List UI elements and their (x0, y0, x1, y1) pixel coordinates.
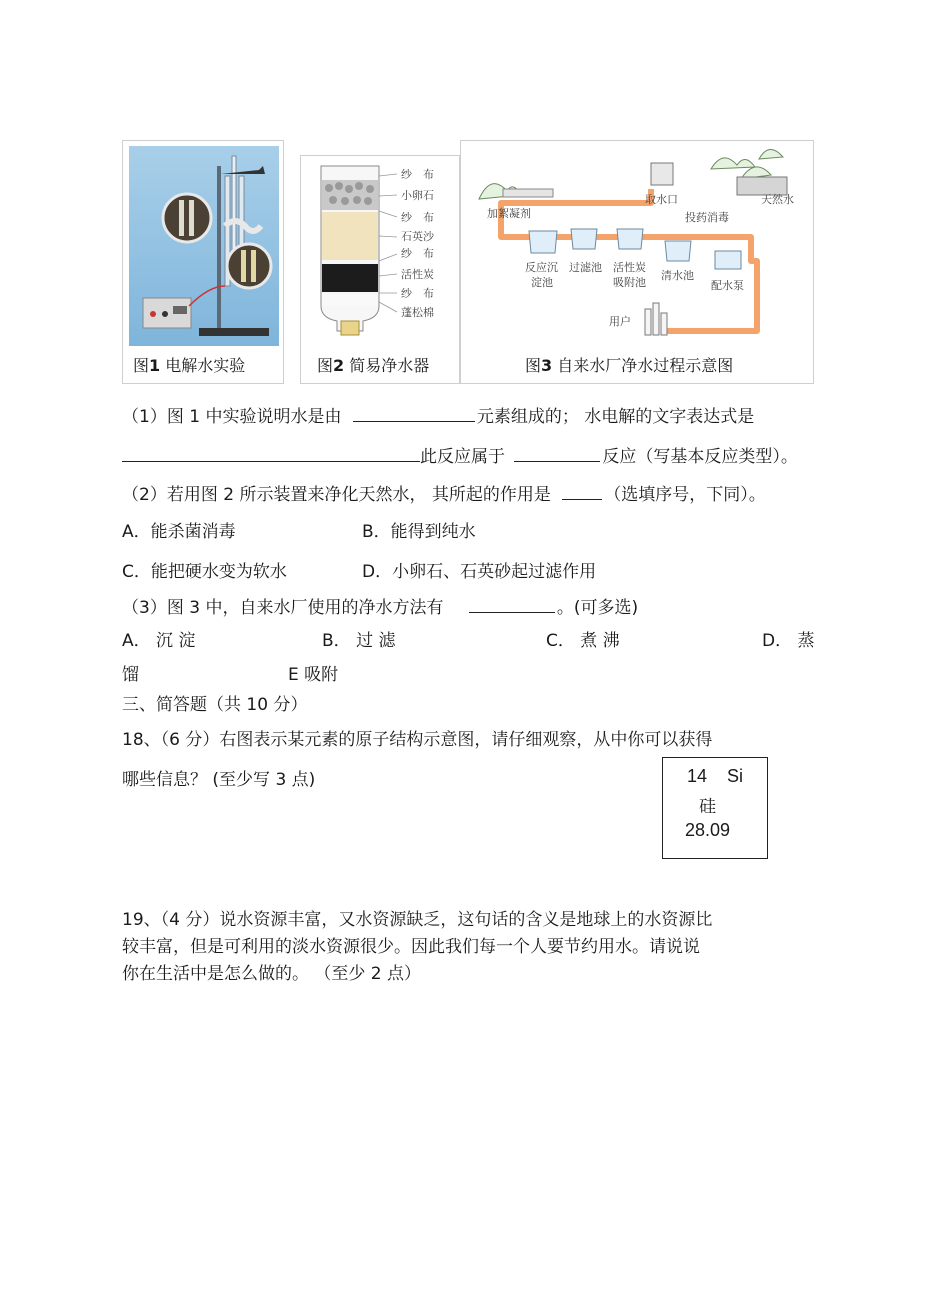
element-card (662, 757, 768, 859)
layer-label: 小卵石 (401, 189, 434, 202)
q2-option-c: C．能把硬水变为软水 (122, 562, 287, 582)
q1-answer-blank-expression[interactable] (122, 445, 420, 462)
q2-option-b: B．能得到纯水 (362, 522, 476, 542)
q1-answer-blank-elements[interactable] (353, 405, 475, 422)
water-filter-diagram (301, 156, 459, 346)
q3-option-a: A． 沉 淀 (122, 631, 196, 651)
q19-line-1: 19、（4 分）说水资源丰富，又水资源缺乏，这句话的含义是地球上的水资源比 (122, 910, 713, 930)
q3-option-d: D． 蒸 (762, 631, 815, 651)
figure-2-caption: 图2 简易净水器 (317, 356, 430, 375)
q3-option-b: B． 过 滤 (322, 631, 396, 651)
q2-option-d: D．小卵石、石英砂起过滤作用 (362, 562, 597, 582)
q19-line-2: 较丰富，但是可利用的淡水资源很少。因此我们每一个人要节约用水。请说说 (122, 937, 700, 957)
element-symbol: Si (727, 766, 744, 786)
atomic-number: 14 (687, 766, 708, 786)
q2-stem: （2）若用图 2 所示装置来净化天然水， 其所起的作用是 （选填序号，下同）。 (122, 485, 766, 505)
figure-1-caption: 图1 电解水实验 (133, 356, 246, 375)
figure-3-caption: 图3 自来水厂净水过程示意图 (525, 356, 734, 375)
q18-line-2: 哪些信息？ (至少写 3 点) (122, 770, 316, 790)
q3-option-d-continued: 馏 (122, 665, 139, 685)
q3-stem: （3）图 3 中，自来水厂使用的净水方法有 。(可多选) (122, 598, 639, 618)
clear-tank-label: 清水池 (661, 269, 694, 282)
disinfect-label: 投药消毒 (685, 211, 729, 224)
layer-label: 纱 布 (401, 168, 434, 181)
layer-label: 纱 布 (401, 247, 434, 260)
user-label: 用户 (609, 315, 631, 328)
pump-label: 配水泵 (711, 279, 744, 292)
q3-option-e: E 吸附 (288, 665, 339, 685)
q1-line-1: （1）图 1 中实验说明水是由 元素组成的； 水电解的文字表达式是 (122, 407, 755, 427)
natural-water-label: 天然水 (761, 193, 794, 206)
atomic-mass: 28.09 (685, 820, 731, 840)
q18-line-1: 18、（6 分）右图表示某元素的原子结构示意图，请仔细观察，从中你可以获得 (122, 730, 713, 750)
q3-answer-blank[interactable] (469, 596, 555, 613)
coagulant-label: 加絮凝剂 (487, 207, 531, 220)
q2-option-a: A．能杀菌消毒 (122, 522, 236, 542)
reaction-tank-label: 反应沉 (525, 261, 558, 274)
layer-label: 活性炭 (401, 268, 434, 281)
q19-line-3: 你在生活中是怎么做的。 （至少 2 点） (122, 964, 422, 984)
filter-tank-label: 过滤池 (569, 261, 602, 274)
section-heading: 三、简答题（共 10 分） (122, 695, 308, 715)
figure-3-panel (460, 140, 814, 384)
layer-label: 石英沙 (401, 230, 434, 243)
q1-line-2: 此反应属于 反应（写基本反应类型）。 (122, 442, 798, 467)
carbon-tank-label: 活性炭 (613, 261, 646, 274)
q3-option-c: C． 煮 沸 (546, 631, 620, 651)
element-name: 硅 (699, 797, 716, 817)
intake-label: 取水口 (645, 193, 678, 206)
layer-label: 纱 布 (401, 287, 434, 300)
layer-label: 纱 布 (401, 211, 434, 224)
figure-2-panel (300, 155, 460, 384)
q1-answer-blank-reaction-type[interactable] (514, 445, 600, 462)
water-plant-flow-diagram (461, 141, 813, 341)
layer-label: 蓬松棉 (401, 306, 434, 319)
reaction-tank-label: 淀池 (531, 276, 553, 289)
figure-1-panel (122, 140, 284, 384)
carbon-tank-label: 吸附池 (613, 276, 646, 289)
q2-answer-blank[interactable] (562, 483, 602, 500)
electrolysis-apparatus-image (129, 146, 279, 346)
